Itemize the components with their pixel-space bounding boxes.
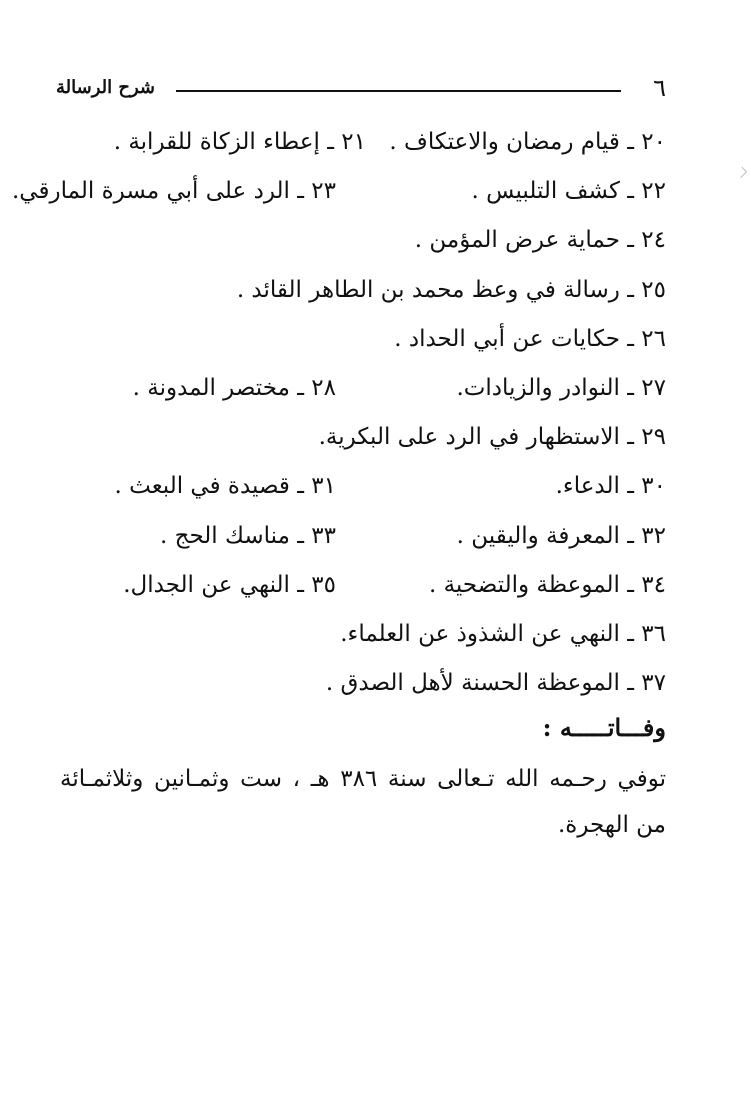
list-item: ٣٤ ـ الموعظة والتضحية . — [428, 571, 666, 598]
list-row — [12, 167, 666, 216]
list-item: ٣٥ ـ النهي عن الجدال. — [123, 571, 336, 598]
works-list — [12, 118, 666, 708]
page-header — [56, 70, 666, 106]
running-title: شرح الرسالة — [56, 77, 156, 98]
list-row — [56, 315, 666, 364]
list-item: ٢٩ ـ الاستظهار في الرد على البكرية. — [318, 424, 666, 451]
list-item: ٢٤ ـ حماية عرض المؤمن . — [414, 227, 666, 254]
body-paragraph: توفي رحـمه الله تـعالى سنة ٣٨٦ هـ ، ست وثمـانين وثلاثمـائة من الهجرة. — [60, 766, 666, 838]
list-item: ٣٣ ـ مناسك الحج . — [159, 522, 336, 549]
list-row — [56, 462, 666, 511]
list-row — [56, 413, 666, 462]
list-item: ٢٧ ـ النوادر والزيادات. — [456, 374, 666, 401]
section-heading: وفـــاتـــــه : — [542, 713, 666, 742]
list-item: ٣٠ ـ الدعاء. — [555, 473, 666, 500]
list-row — [56, 610, 666, 659]
list-item: ٢٥ ـ رسالة في وعظ محمد بن الطاهر القائد . — [236, 276, 666, 303]
list-row — [56, 118, 666, 167]
header-rule — [176, 90, 621, 92]
list-row — [56, 364, 666, 413]
page-number: ٦ — [653, 74, 666, 102]
list-row — [56, 512, 666, 561]
list-row — [56, 266, 666, 315]
list-row — [56, 561, 666, 610]
list-item: ٣٧ ـ الموعظة الحسنة لأهل الصدق . — [325, 670, 666, 697]
list-item: ٢٨ ـ مختصر المدونة . — [132, 374, 336, 401]
list-item: ٣٦ ـ النهي عن الشذوذ عن العلماء. — [340, 620, 666, 647]
list-item: ٢٦ ـ حكايات عن أبي الحداد . — [394, 325, 666, 352]
margin-mark-icon — [736, 167, 747, 178]
list-row — [56, 659, 666, 708]
list-item: ٢٣ ـ الرد على أبي مسرة المارقي. — [12, 178, 336, 205]
list-item: ٢٠ ـ قيام رمضان والاعتكاف . — [389, 129, 666, 155]
list-row — [56, 216, 666, 265]
list-item: ٢١ ـ إعطاء الزكاة للقرابة . — [113, 129, 366, 155]
list-item: ٣٢ ـ المعرفة واليقين . — [456, 522, 666, 549]
list-item: ٢٢ ـ كشف التلبيس . — [471, 178, 666, 205]
list-item: ٣١ ـ قصيدة في البعث . — [114, 473, 336, 500]
